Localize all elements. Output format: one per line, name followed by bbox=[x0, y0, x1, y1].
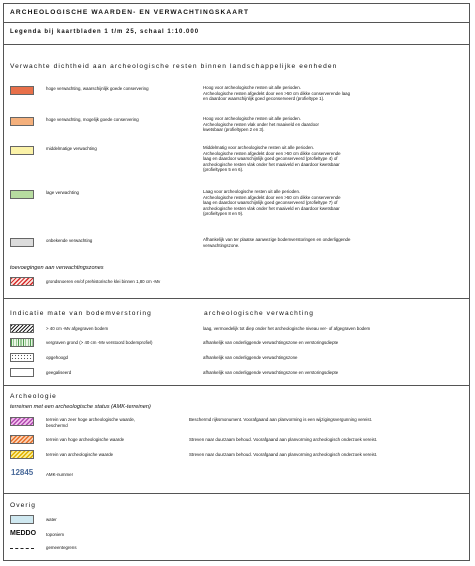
desc-high-good: Hoog voor archeologische resten uit alle perioden. Archeologische resten afgedekt door een >50 cm dikke conserverende laag en daardoor waarschijnlijk goed geconserveerd (profieltype 1). bbox=[203, 85, 351, 102]
desc-raised: afhankelijk van onderliggende verwachtingszone bbox=[203, 355, 298, 360]
swatch-amk-value bbox=[10, 450, 34, 459]
desc-medium: Middelmatig voor archeologische resten uit alle perioden. Archeologische resten afgedekt door een >50 cm dikke conserverende laag en daardoor waarschijnlijk goed geconserveerd (profieltype 4) of archeologische resten vlak onder het maaiveld en daardoor kwetsbaar (profieltypen 5 en 6). bbox=[203, 145, 341, 173]
toponym-sample: MEDDO bbox=[10, 530, 37, 537]
amk-number-sample: 12845 bbox=[11, 468, 34, 477]
label-boundary: gemeentegrens bbox=[46, 545, 77, 550]
label-amk-high: terrein van hoge archeologische waarde bbox=[46, 437, 125, 442]
label-toponym: toponiem bbox=[46, 532, 65, 537]
label-amk-very-high: terrein van zeer hoge archeologische waarde, beschermd bbox=[46, 417, 136, 428]
swatch-amk-high bbox=[10, 435, 34, 444]
expectation-heading: Verwachte dichtheid aan archeologische resten binnen landschappelijke eenheden bbox=[10, 63, 338, 70]
label-water: water bbox=[46, 517, 57, 522]
label-excavated: > 40 cm -Mv afgegraven bodem bbox=[46, 326, 109, 331]
label-raised: opgehoogd bbox=[46, 355, 68, 360]
swatch-amk-very-high bbox=[10, 417, 34, 426]
label-medium: middelmatige verwachting bbox=[46, 146, 97, 151]
label-grondsnoeren: grondsnoeren en/of prehistorische klei binnen 1,80 cm -Mv bbox=[46, 279, 161, 284]
legend-title: ARCHEOLOGISCHE WAARDEN- EN VERWACHTINGSKAART bbox=[10, 9, 250, 16]
swatch-water bbox=[10, 515, 34, 524]
desc-amk-value: Streven naar duurzaam behoud. Voorafgaand aan planvorming archeologisch onderzoek vereist. bbox=[189, 452, 378, 457]
desc-high-possible: Hoog voor archeologische resten uit alle perioden. Archeologische resten vlak onder het maaiveld en daardoor kwetsbaar (profieltypen 2 en 3). bbox=[203, 116, 319, 133]
label-high-possible: hoge verwachting, mogelijk goede conservering bbox=[46, 117, 139, 122]
desc-dug-soil: afhankelijk van onderliggende verwachtingszone en verstoringsdiepte bbox=[203, 340, 339, 345]
swatch-low bbox=[10, 190, 34, 199]
divider bbox=[3, 22, 470, 23]
swatch-high-good bbox=[10, 86, 34, 95]
divider bbox=[3, 44, 470, 45]
label-low: lage verwachting bbox=[46, 190, 79, 195]
divider bbox=[3, 493, 470, 494]
overig-heading: Overig bbox=[10, 502, 37, 509]
swatch-raised bbox=[10, 353, 34, 362]
disturbance-heading: Indicatie mate van bodemverstoring bbox=[10, 310, 152, 317]
divider bbox=[3, 385, 470, 386]
swatch-medium bbox=[10, 146, 34, 155]
desc-excavated: laag, vermoedelijk tot diep onder het archeologische niveau ver- of afgegraven bodem bbox=[203, 326, 371, 331]
swatch-unknown bbox=[10, 238, 34, 247]
archeologie-subheading: terreinen met een archeologische status (AMK-terreinen) bbox=[10, 404, 151, 410]
desc-unknown: Afhankelijk van ter plaatse aanwezige bodemverstoringen en onderliggende verwachtingszone. bbox=[203, 237, 351, 248]
additions-heading: toevoegingen aan verwachtingszones bbox=[10, 265, 104, 271]
legend-subtitle: Legenda bij kaartbladen 1 t/m 25, schaal 1:10.000 bbox=[10, 29, 200, 35]
swatch-dug-soil bbox=[10, 338, 34, 347]
divider bbox=[3, 298, 470, 299]
label-amk-value: terrein van archeologische waarde bbox=[46, 452, 114, 457]
desc-amk-high: Streven naar duurzaam behoud. Voorafgaand aan planvorming archeologisch onderzoek vereist. bbox=[189, 437, 378, 442]
desc-amk-very-high: Beschermd rijksmonument. Voorafgaand aan planvorming is een wijzigingsvergunning vereist. bbox=[189, 417, 373, 422]
amk-number-label: AMK-nummer bbox=[46, 472, 74, 477]
desc-low: Laag voor archeologische resten uit alle perioden. Archeologische resten afgedekt door een >50 cm dikke conserverende laag en daardoor waarschijnlijk goed geconserveerd (profieltype 7) of archeologische resten vlak onder het maaiveld en daardoor kwetsbaar (profieltypen 8 en 9). bbox=[203, 189, 341, 217]
municipal-boundary-line bbox=[10, 548, 34, 549]
swatch-excavated bbox=[10, 324, 34, 333]
swatch-high-possible bbox=[10, 117, 34, 126]
label-unknown: onbekende verwachting bbox=[46, 238, 93, 243]
disturbance-expectation-heading: archeologische verwachting bbox=[204, 310, 314, 317]
desc-leveled: afhankelijk van onderliggende verwachtingszone en verstoringsdiepte bbox=[203, 370, 339, 375]
archeologie-heading: Archeologie bbox=[10, 393, 57, 400]
swatch-leveled bbox=[10, 368, 34, 377]
label-leveled: geegaliseerd bbox=[46, 370, 72, 375]
swatch-grondsnoeren bbox=[10, 277, 34, 286]
label-high-good: hoge verwachting, waarschijnlijk goede conservering bbox=[46, 86, 149, 91]
label-dug-soil: vergraven grond (> 40 cm -Mv verstoord bodemprofiel) bbox=[46, 340, 153, 345]
